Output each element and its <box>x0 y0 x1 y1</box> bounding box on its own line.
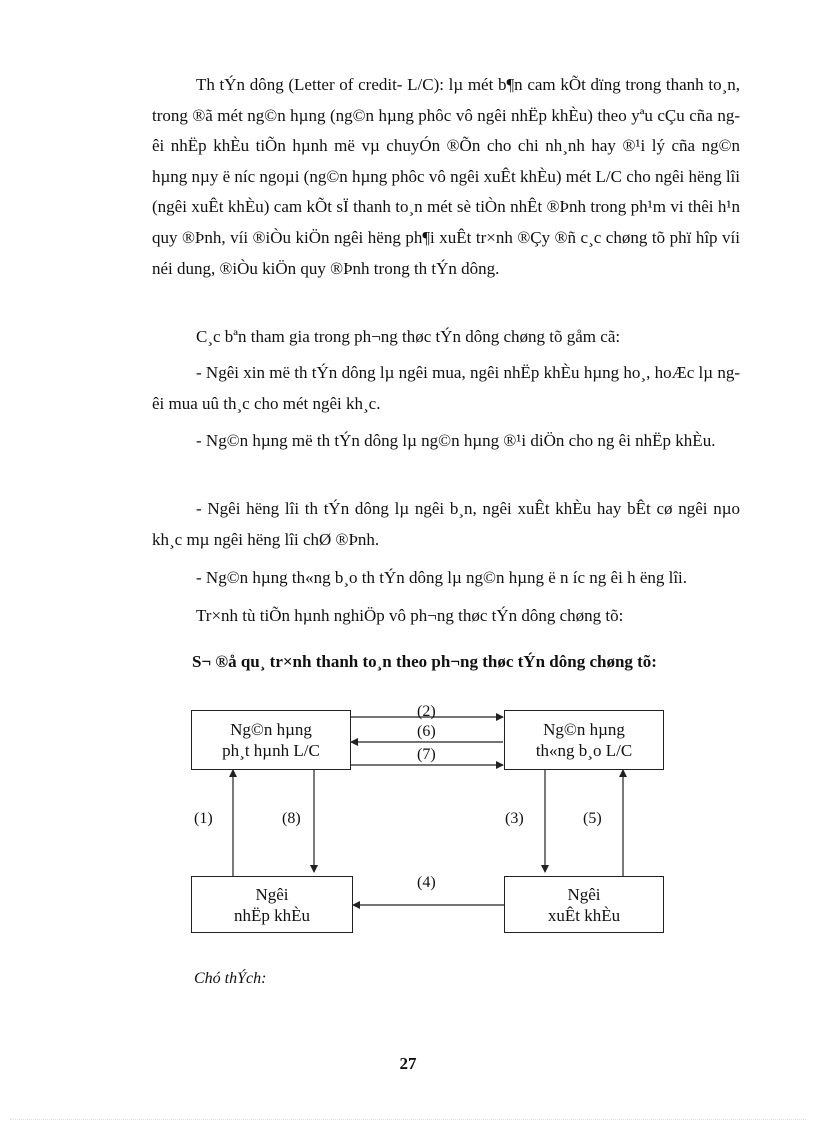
label-step-2: (2) <box>417 703 436 720</box>
paragraph-beneficiary: - Ngêi hëng lîi th tÝn dông lµ ngêi b¸n, ngêi xuÊt khÈu hay bÊt cø ngêi nµo kh¸c mµ ngêi hëng lîi chØ ®Þnh. <box>152 499 740 549</box>
note-heading: Chó thÝch: <box>194 970 267 987</box>
box-issuing-bank-line2: ph¸t hµnh L/C <box>222 741 320 760</box>
box-importer <box>191 876 353 933</box>
box-issuing-bank <box>191 710 351 770</box>
paragraph-letter-of-credit-definition: Th tÝn dông (Letter of credit- L/C): lµ mét b¶n cam kÕt dïng trong thanh to¸n, trong ®ã mét ng©n hµng (ng©n hµng phôc vô ngêi nhËp khÈu) theo yªu cÇu cña ngêi nhËp khÈu tiÕn hµnh më vµ chuyÓn ®Õn cho chi nh¸nh hay ®¹i lý cña ng©n hµng nµy ë níc ngoµi (ng©n hµng phôc vô ngêi xuÊt khÈu) mét L/C cho ngêi hëng lîi (ngêi xuÊt khÈu) cam kÕt sÏ thanh to¸n mét sè tiÒn nhÊt ®Þnh trong ph¹m vi thêi h¹n quy ®Þnh, víi ®iÒu kiÖn ngêi hëng ph¶i xuÊt tr×nh ®Çy ®ñ c¸c chøng tõ phï hîp víi néi dung, ®iÒu kiÖn quy ®Þnh trong th tÝn dông. <box>152 75 740 278</box>
paragraph-applicant: - Ngêi xin më th tÝn dông lµ ngêi mua, ngêi nhËp khÈu hµng ho¸, hoÆc lµ ngêi mua uû th¸c cho mét ngêi kh¸c. <box>152 363 740 413</box>
box-advising-bank-line2: th«ng b¸o L/C <box>535 741 633 760</box>
paragraph-procedure-intro: Tr×nh tù tiÕn hµnh nghiÖp vô ph¬ng thøc tÝn dông chøng tõ: <box>196 606 624 625</box>
label-step-1: (1) <box>194 810 213 827</box>
box-importer-line2: nhËp khÈu <box>233 905 311 925</box>
box-importer-line1: Ngêi <box>255 884 289 904</box>
box-exporter <box>504 876 664 933</box>
bottom-divider <box>10 1119 806 1120</box>
paragraph-advising-bank: - Ng©n hµng th«ng b¸o th tÝn dông lµ ng©n hµng ë n íc ng êi h ëng lîi. <box>196 568 688 587</box>
label-step-7: (7) <box>417 746 436 763</box>
paragraph-issuing-bank: - Ng©n hµng më th tÝn dông lµ ng©n hµng ®¹i diÖn cho ng êi nhËp khÈu. <box>196 431 716 450</box>
box-advising-bank-line1: Ng©n hµng <box>543 720 625 739</box>
box-exporter-line2: xuÊt khÈu <box>547 905 621 925</box>
box-exporter-line1: Ngêi <box>567 884 601 904</box>
label-step-3: (3) <box>505 810 524 827</box>
label-step-4: (4) <box>417 874 436 891</box>
diagram-title: S¬ ®å qu¸ tr×nh thanh to¸n theo ph¬ng thøc tÝn dông chøng tõ: <box>192 652 657 671</box>
paragraph-parties-intro: C¸c bªn tham gia trong ph¬ng thøc tÝn dông chøng tõ gåm cã: <box>196 327 621 346</box>
box-issuing-bank-line1: Ng©n hµng <box>230 720 312 739</box>
page-number: 27 <box>399 1054 417 1073</box>
box-advising-bank <box>504 710 664 770</box>
label-step-6: (6) <box>417 723 436 740</box>
label-step-8: (8) <box>282 810 301 827</box>
label-step-5: (5) <box>583 810 602 827</box>
